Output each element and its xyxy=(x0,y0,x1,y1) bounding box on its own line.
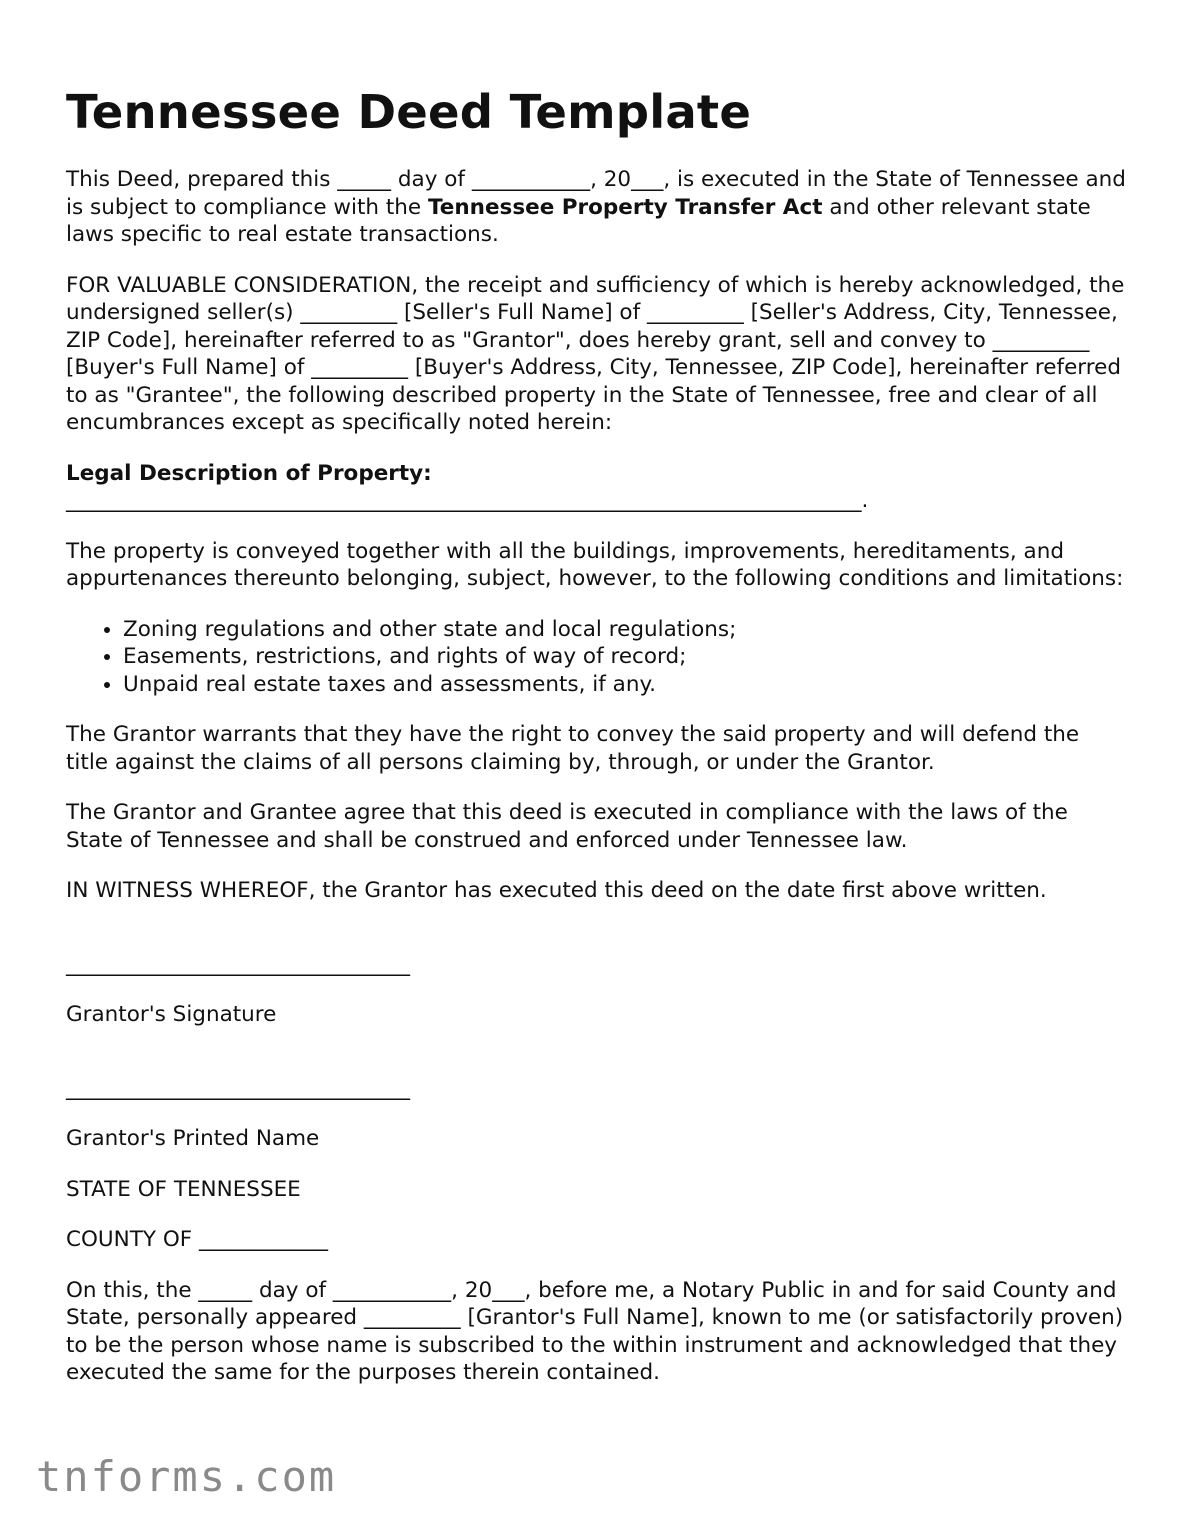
grantor-signature-line: ________________________________ xyxy=(66,951,410,977)
consideration-paragraph: FOR VALUABLE CONSIDERATION, the receipt and sufficiency of which is hereby acknowledged, the undersigned seller(s) _________ [Seller's Full Name] of _________ [Seller's Address, City, Tennessee, ZIP Code], hereinafter referred to as "Grantor", does hereby grant, sell and convey to _________ [Buyer's Full Name] of _________ [Buyer's Address, City, Tennessee, ZIP Code], hereinafter referred to as "Grantee", the following described property in the State of Tennessee, free and clear of all encumbrances except as specifically noted herein: xyxy=(66,272,1132,435)
intro-text-end: and other relevant state laws specific to real estate transactions. xyxy=(66,194,1098,247)
intro-text: This Deed, prepared this _____ day of ___________, 20___, is executed in the State of Tennessee and is subject to compliance with the xyxy=(66,167,1133,220)
grantor-printed-name-label: Grantor's Printed Name xyxy=(66,1126,320,1151)
intro-act-name: Tennessee Property Transfer Act xyxy=(427,194,823,220)
legal-description-heading xyxy=(66,460,1126,488)
witness-paragraph: IN WITNESS WHEREOF, the Grantor has executed this deed on the date first above written. xyxy=(66,878,1047,903)
legal-description-blank: __________________________________________________________________________. xyxy=(66,488,869,513)
deed-document xyxy=(66,82,1133,1410)
page-title: Tennessee Deed Template xyxy=(66,85,752,139)
grantor-printed-name-line: ________________________________ xyxy=(66,1075,410,1101)
notary-paragraph: On this, the _____ day of ___________, 20___, before me, a Notary Public in and for said County and State, personally appeared _________ [Grantor's Full Name], known to me (or satisfactorily proven) to be the person whose name is subscribed to the within instrument and acknowledged that they executed the same for the purposes therein contained. xyxy=(66,1277,1130,1385)
list-item: • Zoning regulations and other state and local regulations; xyxy=(123,616,1126,644)
conveyance-paragraph: The property is conveyed together with all the buildings, improvements, hereditaments, and appurtenances thereunto belonging, subject, however, to the following conditions and limitations: xyxy=(66,538,1124,591)
conditions-list xyxy=(66,616,1126,699)
intro-paragraph xyxy=(66,166,1133,249)
warranty-paragraph: The Grantor warrants that they have the right to convey the said property and will defend the title against the claims of all persons claiming by, through, or under the Grantor. xyxy=(66,722,1086,775)
legal-description-heading-text: Legal Description of Property: xyxy=(66,460,432,486)
agreement-paragraph: The Grantor and Grantee agree that this deed is executed in compliance with the laws of the State of Tennessee and shall be construed and enforced under Tennessee law. xyxy=(66,800,1075,853)
legal-description-section xyxy=(66,460,1126,515)
county-heading: COUNTY OF ____________ xyxy=(66,1227,328,1252)
grantor-signature-label: Grantor's Signature xyxy=(66,1002,277,1027)
watermark: tnforms.com xyxy=(36,1452,337,1501)
list-item: • Easements, restrictions, and rights of way of record; xyxy=(123,643,1126,671)
state-heading: STATE OF TENNESSEE xyxy=(66,1176,301,1202)
list-item: • Unpaid real estate taxes and assessments, if any. xyxy=(123,671,1126,699)
